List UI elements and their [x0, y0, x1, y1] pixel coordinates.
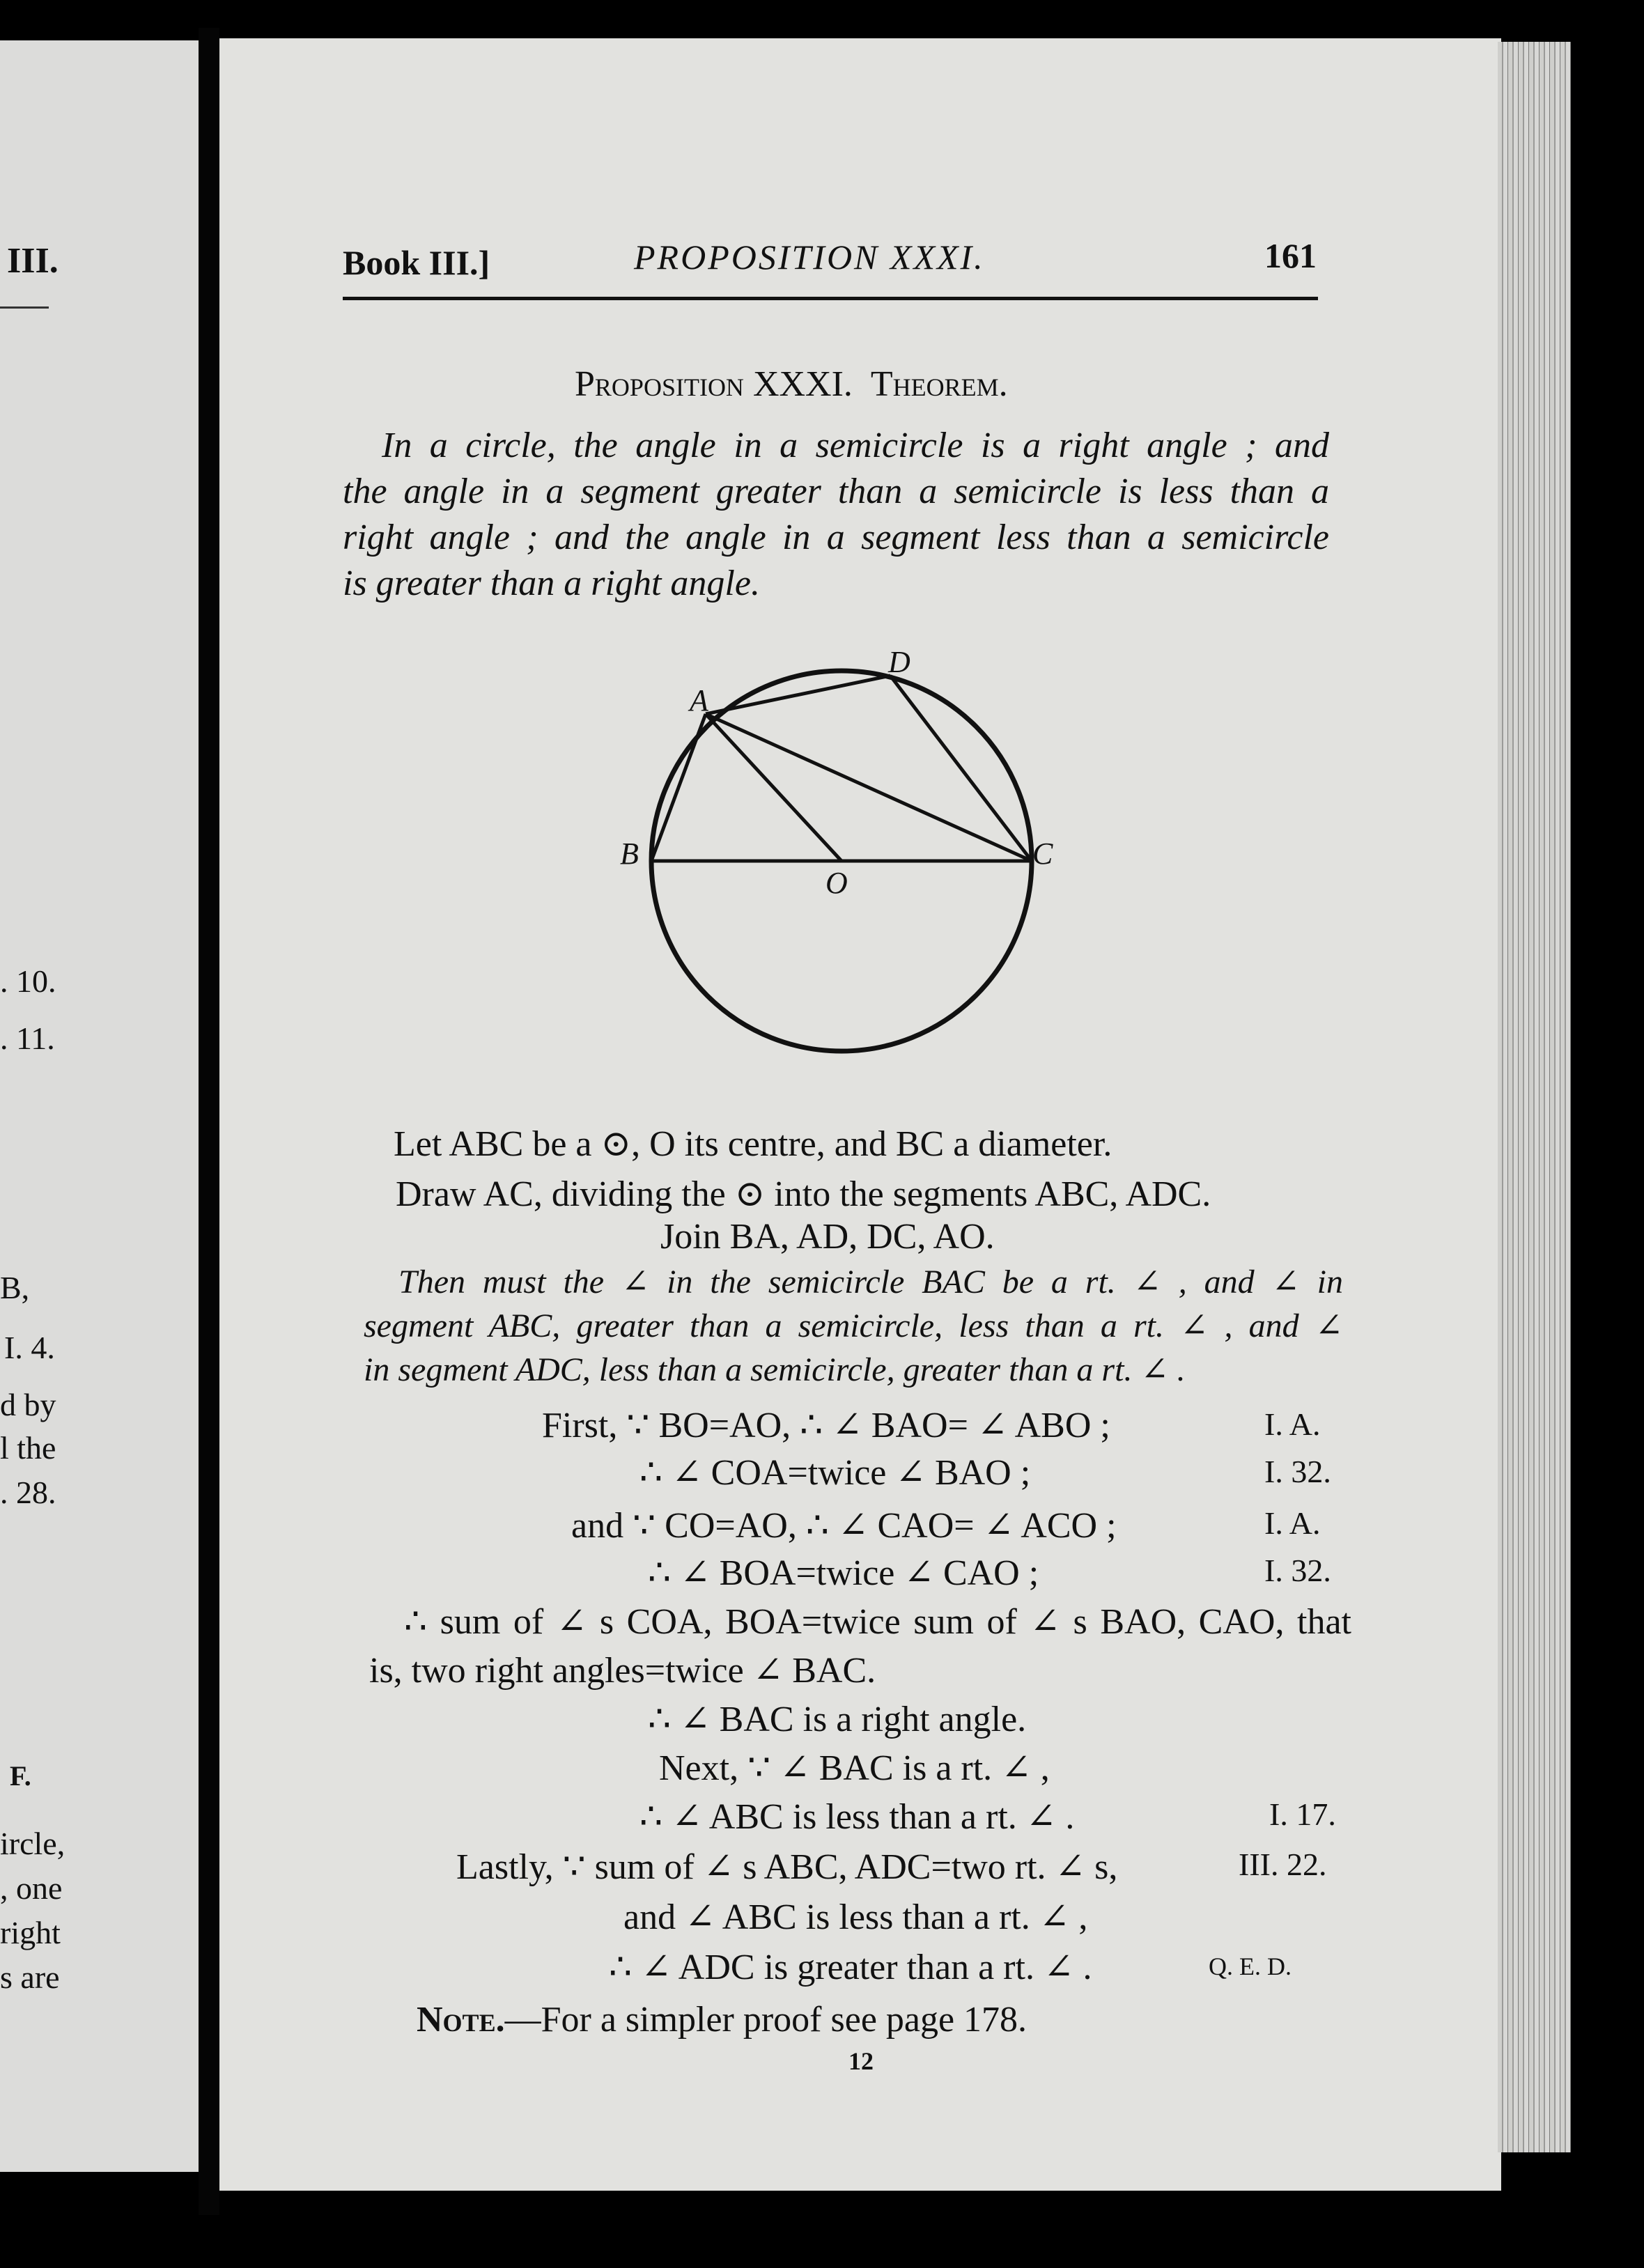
claim-line: Then must the ∠ in the semicircle BAC be a rt. ∠ , and ∠ in [398, 1264, 1343, 1300]
left-margin-ref: F. [10, 1760, 31, 1792]
left-margin-ref: . 11. [0, 1020, 55, 1056]
proposition-heading [575, 364, 1008, 405]
line-ao [706, 714, 842, 861]
proof-ref: I. 32. [1264, 1553, 1331, 1588]
page-number: 161 [1264, 236, 1317, 275]
proof-step: is, two right angles=twice ∠ BAC. [369, 1651, 876, 1691]
left-header-rule [0, 306, 49, 309]
page-edges [1498, 42, 1571, 2152]
left-margin-ref: B, [0, 1270, 30, 1305]
note-text: —For a simpler proof see page 178. [504, 2000, 1028, 2040]
proof-step: First, ∵ BO=AO, ∴ ∠ BAO= ∠ ABO ; [542, 1406, 1110, 1445]
heading-kind: Theorem. [870, 364, 1008, 404]
claim-line: segment ABC, greater than a semicircle, less than a rt. ∠ , and ∠ [364, 1307, 1343, 1344]
left-margin-text: ircle, [0, 1826, 65, 1861]
left-margin-ref: . 28. [0, 1475, 56, 1510]
line-dc [890, 676, 1032, 861]
proof-step: and ∵ CO=AO, ∴ ∠ CAO= ∠ ACO ; [571, 1506, 1117, 1546]
proof-step: ∴ ∠ COA=twice ∠ BAO ; [639, 1453, 1031, 1493]
left-margin-ref: . 10. [0, 963, 56, 999]
proof-step: ∴ ∠ ADC is greater than a rt. ∠ . [609, 1948, 1092, 1987]
label-c: C [1032, 837, 1053, 871]
heading-prop: Proposition [575, 364, 744, 404]
proof-ref: I. 17. [1269, 1796, 1336, 1832]
proof-step: ∴ sum of ∠ s COA, BOA=twice sum of ∠ s BAO, CAO, that [404, 1602, 1351, 1642]
left-margin-ref: d by [0, 1387, 56, 1422]
proof-ref: I. A. [1264, 1505, 1321, 1541]
book-spine [199, 28, 219, 2215]
proof-ref: III. 22. [1239, 1847, 1327, 1882]
left-header-fragment: III. [7, 241, 59, 281]
enunciation-line: the angle in a segment greater than a semicircle is less than a [343, 472, 1329, 511]
header-rule [343, 297, 1318, 300]
claim-line: in segment ADC, less than a semicircle, greater than a rt. ∠ . [364, 1351, 1186, 1388]
label-o: O [825, 866, 848, 900]
proof-step: Next, ∵ ∠ BAC is a rt. ∠ , [659, 1748, 1050, 1788]
proof-step: Lastly, ∵ sum of ∠ s ABC, ADC=two rt. ∠ s, [456, 1847, 1118, 1887]
note-line [417, 1999, 1027, 2040]
line-ba [651, 714, 706, 861]
enunciation-line: is greater than a right angle. [343, 564, 760, 603]
signature-mark: 12 [848, 2047, 874, 2075]
proof-step: and ∠ ABC is less than a rt. ∠ , [623, 1897, 1088, 1937]
proof-step: ∴ ∠ ABC is less than a rt. ∠ . [639, 1797, 1075, 1837]
proof-step: ∴ ∠ BAC is a right angle. [648, 1700, 1027, 1739]
left-margin-text: , one [0, 1870, 63, 1906]
note-label: Note. [417, 2000, 505, 2040]
left-margin-text: s are [0, 1959, 60, 1995]
header-book: Book III.] [343, 243, 490, 282]
left-margin-ref: I. 4. [4, 1330, 55, 1365]
construction-line: Let ABC be a ⊙, O its centre, and BC a diameter. [394, 1124, 1112, 1164]
proof-ref: I. 32. [1264, 1454, 1331, 1489]
heading-number: XXXI. [752, 364, 853, 404]
proof-ref: I. A. [1264, 1406, 1321, 1442]
circle-figure [599, 641, 1073, 1080]
line-ad [706, 676, 890, 714]
enunciation-line: right angle ; and the angle in a segment less than a semicircle [343, 518, 1329, 557]
qed-mark: Q. E. D. [1209, 1952, 1292, 1980]
left-margin-text: right [0, 1915, 61, 1950]
construction-line: Draw AC, dividing the ⊙ into the segments ABC, ADC. [396, 1174, 1211, 1214]
label-d: D [888, 645, 910, 679]
enunciation-line: In a circle, the angle in a semicircle is a right angle ; and [382, 426, 1329, 465]
construction-line: Join BA, AD, DC, AO. [660, 1217, 995, 1257]
running-title: PROPOSITION XXXI. [634, 238, 985, 277]
proof-step: ∴ ∠ BOA=twice ∠ CAO ; [648, 1553, 1039, 1593]
label-a: A [690, 683, 708, 717]
label-b: B [620, 837, 639, 871]
left-margin-ref: l the [0, 1430, 56, 1466]
